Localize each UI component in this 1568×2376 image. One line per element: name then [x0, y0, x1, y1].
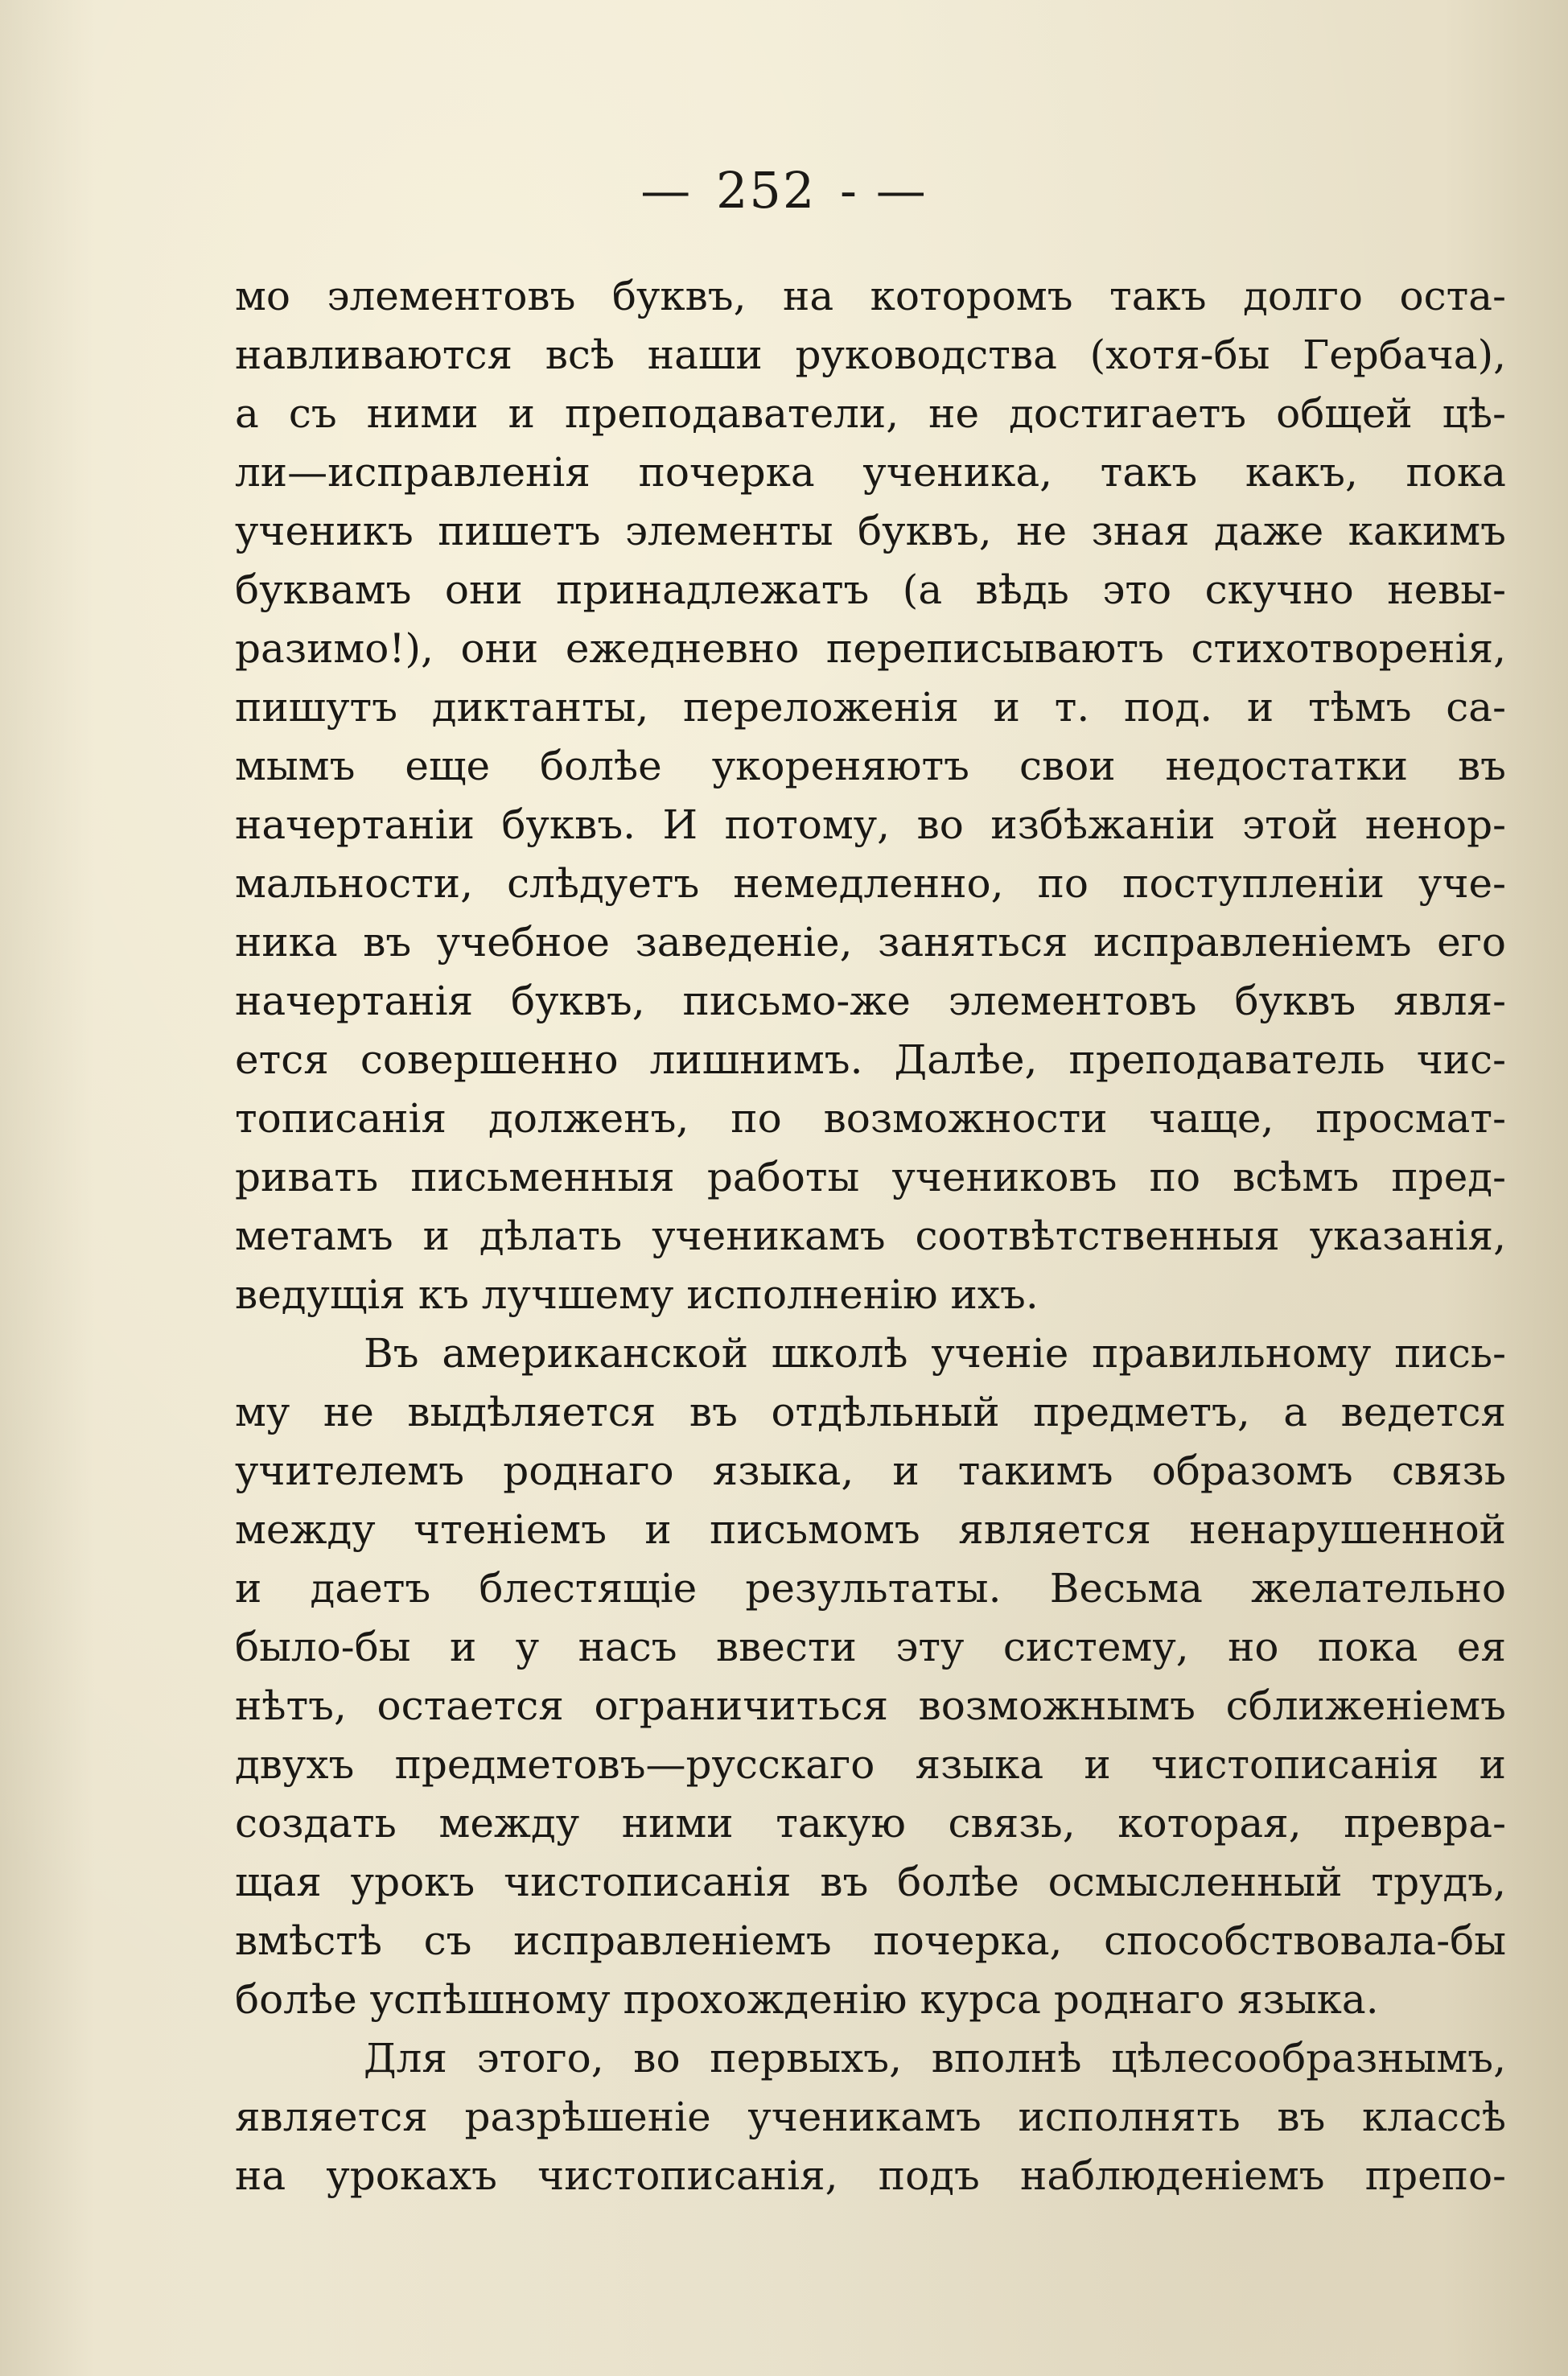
text-line: болѣе успѣшному прохожденію курса роднаго языка. [235, 1976, 1379, 2023]
text-line: мальности, слѣдуетъ немедленно, по поступленіи уче- [235, 860, 1506, 907]
page-number-prefix: — [640, 161, 693, 220]
text-line: ется совершенно лишнимъ. Далѣе, преподаватель чис- [235, 1036, 1506, 1083]
page-number: 252 [715, 161, 817, 220]
text-line: буквамъ они принадлежатъ (а вѣдь это скучно невы- [235, 566, 1506, 613]
text-line: и даетъ блестящіе результаты. Весьма желательно [235, 1565, 1506, 1612]
text-line: навливаются всѣ наши руководства (хотя-бы Гербача), [235, 331, 1506, 378]
page-header [0, 161, 1568, 220]
text-line: Въ американской школѣ ученіе правильному пись- [364, 1330, 1506, 1377]
text-line: разимо!), они ежедневно переписываютъ стихотворенія, [235, 625, 1506, 672]
text-line: ученикъ пишетъ элементы буквъ, не зная даже какимъ [235, 508, 1506, 554]
text-line: ника въ учебное заведеніе, заняться исправленіемъ его [235, 919, 1506, 966]
text-line: двухъ предметовъ—русскаго языка и чистописанія и [235, 1741, 1506, 1788]
text-line: было-бы и у насъ ввести эту систему, но пока ея [235, 1624, 1506, 1670]
text-line: вмѣстѣ съ исправленіемъ почерка, способствовала-бы [235, 1917, 1506, 1964]
text-line: Для этого, во первыхъ, вполнѣ цѣлесообразнымъ, [364, 2035, 1506, 2082]
text-line: тописанія долженъ, по возможности чаще, просмат- [235, 1095, 1506, 1142]
text-line: создать между ними такую связь, которая, превра- [235, 1800, 1506, 1847]
text-line: является разрѣшеніе ученикамъ исполнять въ классѣ [235, 2094, 1506, 2140]
page-number-suffix: - — [840, 161, 928, 220]
text-line: ли—исправленія почерка ученика, такъ какъ, пока [235, 449, 1506, 496]
text-line: нѣтъ, остается ограничиться возможнымъ сближеніемъ [235, 1682, 1506, 1729]
text-line: му не выдѣляется въ отдѣльный предметъ, а ведется [235, 1389, 1506, 1435]
text-line: мо элементовъ буквъ, на которомъ такъ долго оста- [235, 273, 1506, 319]
text-line: на урокахъ чистописанія, подъ наблюденіемъ препо- [235, 2152, 1506, 2199]
text-line: метамъ и дѣлать ученикамъ соотвѣтственныя указанія, [235, 1213, 1506, 1259]
text-line: пишутъ диктанты, переложенія и т. под. и тѣмъ са- [235, 684, 1506, 731]
text-line: начертанія буквъ, письмо-же элементовъ буквъ явля- [235, 978, 1506, 1024]
text-line: а съ ними и преподаватели, не достигаетъ общей цѣ- [235, 390, 1506, 437]
text-line: мымъ еще болѣе укореняютъ свои недостатки въ [235, 743, 1506, 789]
text-line: учителемъ роднаго языка, и такимъ образомъ связь [235, 1447, 1506, 1494]
text-line: ривать письменныя работы учениковъ по всѣмъ пред- [235, 1154, 1506, 1200]
text-line: начертаніи буквъ. И потому, во избѣжаніи этой ненор- [235, 801, 1506, 848]
text-line: ведущія къ лучшему исполненію ихъ. [235, 1271, 1039, 1318]
text-line: щая урокъ чистописанія въ болѣе осмысленный трудъ, [235, 1859, 1506, 1905]
text-line: между чтеніемъ и письмомъ является ненарушенной [235, 1506, 1506, 1553]
page-body-text [235, 267, 1506, 2205]
